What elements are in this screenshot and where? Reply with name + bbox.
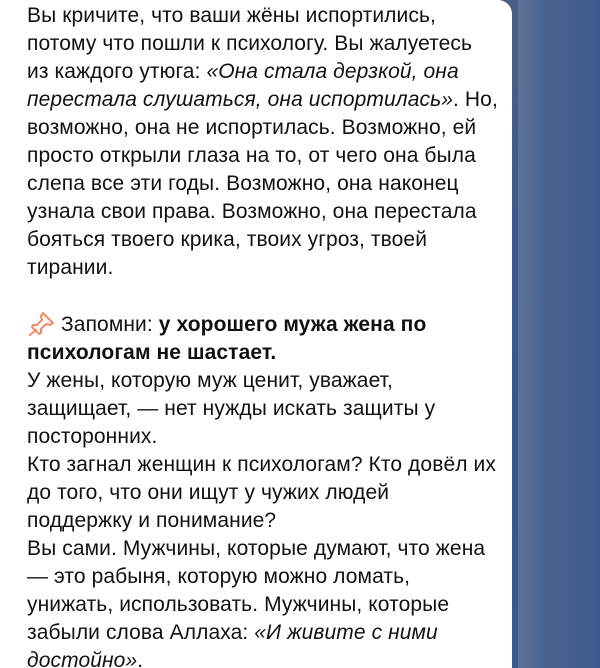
paragraph-1-text-end: . Но, возможно, она не испортилась. Возможно, ей просто открыли глаза на то, от чего она была слепа все эти годы. Возможно, она наконец узнала свои права. Возможно, она перестала бояться твоего крика, твоих угроз, твоей тирании.: [27, 88, 498, 279]
paragraph-5-text: Вы сами. Мужчины, которые думают, что жена — это рабыня, которую можно ломать, унижать, использовать. Мужчины, которые забыли слова Аллаха:: [27, 537, 486, 644]
message-paragraph-4: Кто загнал женщин к психологам? Кто довёл их до того, что они ищут у чужих людей поддержку и понимание?: [27, 453, 496, 532]
paragraph-5-end: .: [137, 649, 144, 668]
message-paragraph-1: [27, 2, 498, 282]
paragraph-1-text-start: Вы кричите, что ваши жёны испортились, потому что пошли к психологу. Вы жалуетесь из каждого утюга:: [27, 4, 473, 83]
message-paragraph-2: [27, 310, 498, 367]
message-paragraph-3: У жены, которую муж ценит, уважает, защищает, — нет нужды искать защиты у посторонних.: [27, 369, 436, 448]
pushpin-icon: [27, 310, 57, 336]
remember-bold-text: у хорошего мужа жена по психологам не шастает.: [27, 313, 427, 364]
paragraph-1-quote: «Она стала дерзкой, она перестала слушаться, она испортилась»: [27, 60, 459, 111]
paragraph-gap: [27, 282, 498, 310]
paragraph-5-quote: «И живите с ними достойно»: [27, 621, 438, 668]
message-paragraph-5: [27, 535, 498, 668]
chat-background: [518, 0, 600, 668]
remember-label: Запомни:: [61, 313, 159, 336]
